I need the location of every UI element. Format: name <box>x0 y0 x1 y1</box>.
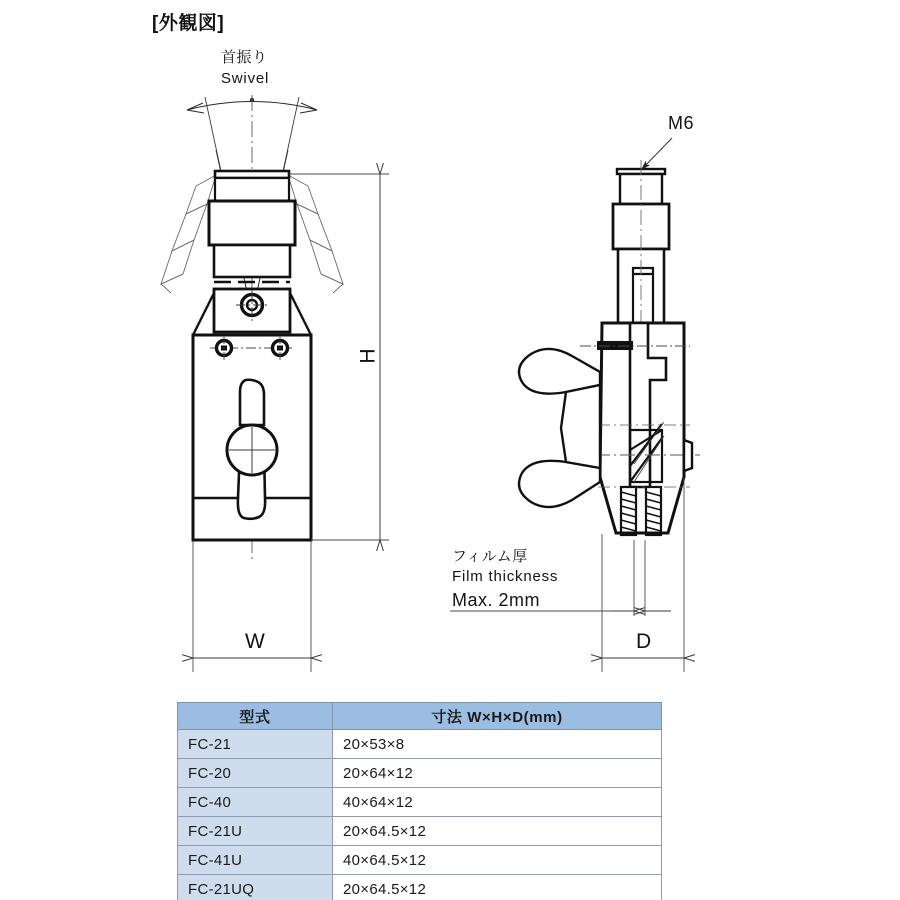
cell-model: FC-20 <box>178 759 333 788</box>
table-row <box>178 788 662 817</box>
film-thickness-label-jp: フィルム厚 <box>452 548 528 565</box>
cell-dimensions: 20×64.5×12 <box>333 817 662 846</box>
spec-table <box>177 702 662 900</box>
swivel-head-upper <box>215 178 289 201</box>
cell-dimensions: 40×64.5×12 <box>333 846 662 875</box>
cell-model: FC-41U <box>178 846 333 875</box>
wing-nut-boss <box>227 425 277 475</box>
cell-dimensions: 20×53×8 <box>333 730 662 759</box>
spec-table-header-row <box>178 703 662 730</box>
front-view <box>161 95 343 560</box>
wing-nut-side <box>519 349 600 507</box>
cell-dimensions: 20×64×12 <box>333 759 662 788</box>
table-row <box>178 817 662 846</box>
page-title: [外観図] <box>152 13 225 34</box>
film-thickness-max: Max. 2mm <box>452 590 541 610</box>
table-row <box>178 730 662 759</box>
cell-model: FC-21UQ <box>178 875 333 900</box>
table-row <box>178 846 662 875</box>
header-dimensions: 寸法 W×H×D(mm) <box>333 703 662 730</box>
m6-leader <box>641 138 672 170</box>
cell-model: FC-40 <box>178 788 333 817</box>
cell-dimensions: 40×64×12 <box>333 788 662 817</box>
side-view <box>519 160 700 535</box>
table-row <box>178 875 662 900</box>
dimension-label-w: W <box>245 630 265 653</box>
cell-dimensions: 20×64.5×12 <box>333 875 662 900</box>
dimension-label-h: H <box>356 348 380 364</box>
header-model: 型式 <box>178 703 333 730</box>
dimension-label-d: D <box>636 630 652 653</box>
swivel-label-jp: 首振り <box>221 49 268 66</box>
swivel-label-en: Swivel <box>221 70 270 87</box>
stud-neck-slot <box>633 268 653 323</box>
swivel-head-neck <box>214 245 290 277</box>
swivel-head-mid <box>209 201 295 245</box>
cell-model: FC-21 <box>178 730 333 759</box>
thread-label-m6: M6 <box>668 113 695 133</box>
table-row <box>178 759 662 788</box>
cell-model: FC-21U <box>178 817 333 846</box>
spec-table-body <box>178 730 662 900</box>
spec-table-container <box>177 702 661 900</box>
clamp-side-tab <box>684 440 692 471</box>
film-thickness-label-en: Film thickness <box>452 568 559 585</box>
